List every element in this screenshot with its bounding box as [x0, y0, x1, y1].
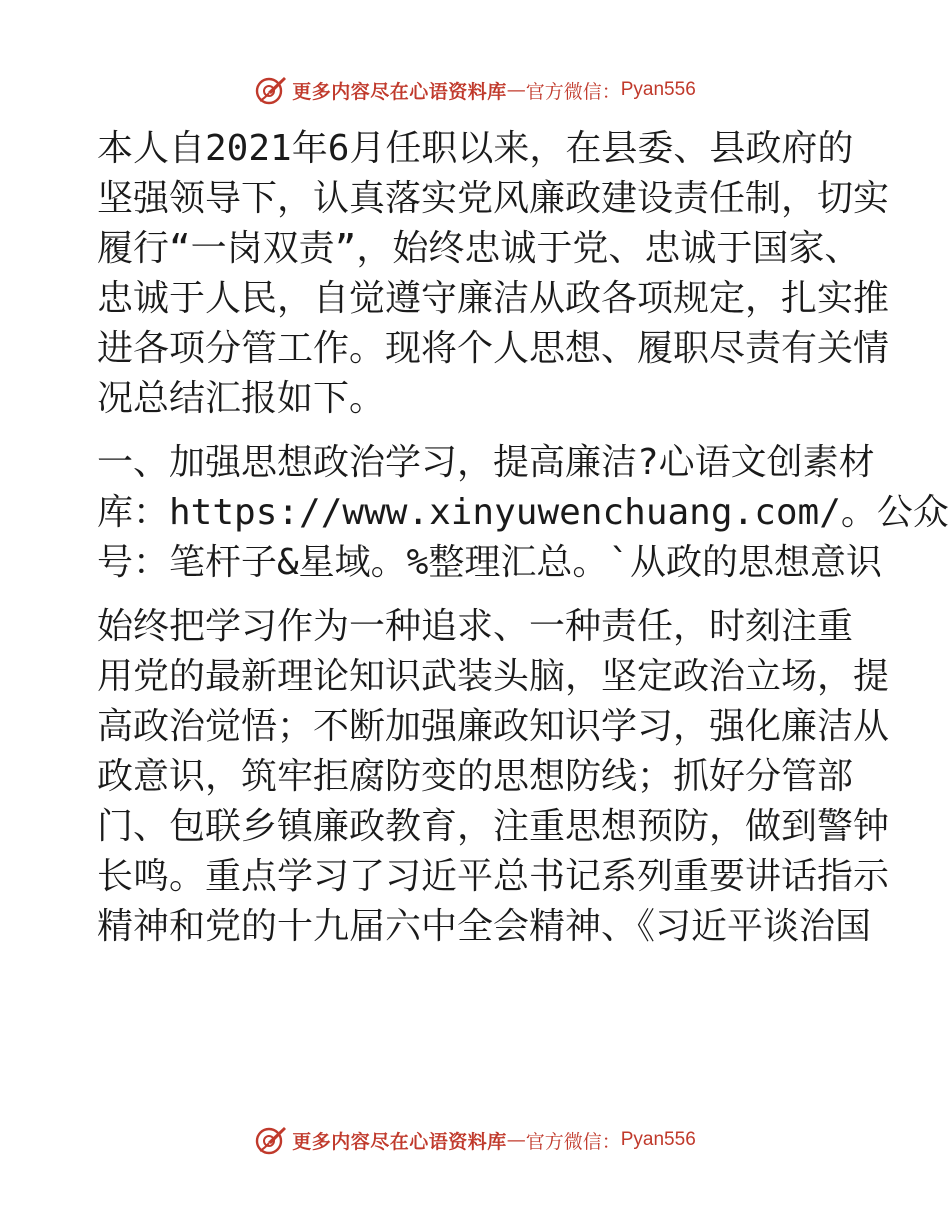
text-line: 高政治觉悟；不断加强廉政知识学习，强化廉洁从 [97, 706, 890, 747]
text-line: 况总结汇报如下。 [97, 378, 386, 419]
text-line: 忠诚于人民，自觉遵守廉洁从政各项规定，扎实推 [97, 278, 890, 319]
paragraph-section-heading [97, 438, 949, 588]
banner-dash: — [506, 1129, 526, 1151]
banner-brand-text: 更多内容尽在心语资料库 [292, 80, 507, 103]
text-line: 门、包联乡镇廉政教育，注重思想预防，做到警钟 [97, 806, 890, 847]
text-line: 库：https://www.xinyuwenchuang.com/。公众 [97, 492, 949, 533]
text-line: 用党的最新理论知识武装头脑，坚定政治立场，提 [97, 656, 890, 697]
text-line: 履行“一岗双责”，始终忠诚于党、忠诚于国家、 [97, 228, 861, 269]
banner-wechat-label: 官方微信： [525, 1130, 621, 1153]
banner-account: Pyan556 [620, 1129, 696, 1150]
banner-wechat-label: 官方微信： [525, 80, 621, 103]
ink-brush-logo-icon [254, 73, 288, 107]
text-line: 精神和党的十九届六中全会精神、《习近平谈治国 [97, 906, 872, 947]
footer-banner [0, 1122, 950, 1158]
banner-brand-text: 更多内容尽在心语资料库 [292, 1130, 507, 1153]
text-line: 始终把学习作为一种追求、一种责任，时刻注重 [97, 606, 854, 647]
banner-dash: — [506, 79, 526, 101]
text-line: 坚强领导下，认真落实党风廉政建设责任制，切实 [97, 178, 890, 219]
text-line: 长鸣。重点学习了习近平总书记系列重要讲话指示 [97, 856, 890, 897]
document-body [97, 124, 949, 966]
paragraph-study [97, 602, 890, 952]
ink-brush-logo-icon [254, 1123, 288, 1157]
text-line: 进各项分管工作。现将个人思想、履职尽责有关情 [97, 328, 890, 369]
paragraph-intro [97, 124, 890, 424]
text-line: 本人自2021年6月任职以来，在县委、县政府的 [97, 128, 854, 169]
text-line: 号：笔杆子&星域。%整理汇总。`从政的思想意识 [97, 542, 883, 583]
text-line: 一、加强思想政治学习，提高廉洁?心语文创素材 [97, 442, 875, 483]
banner-account: Pyan556 [620, 79, 696, 100]
header-banner [0, 72, 950, 108]
text-line: 政意识，筑牢拒腐防变的思想防线；抓好分管部 [97, 756, 854, 797]
